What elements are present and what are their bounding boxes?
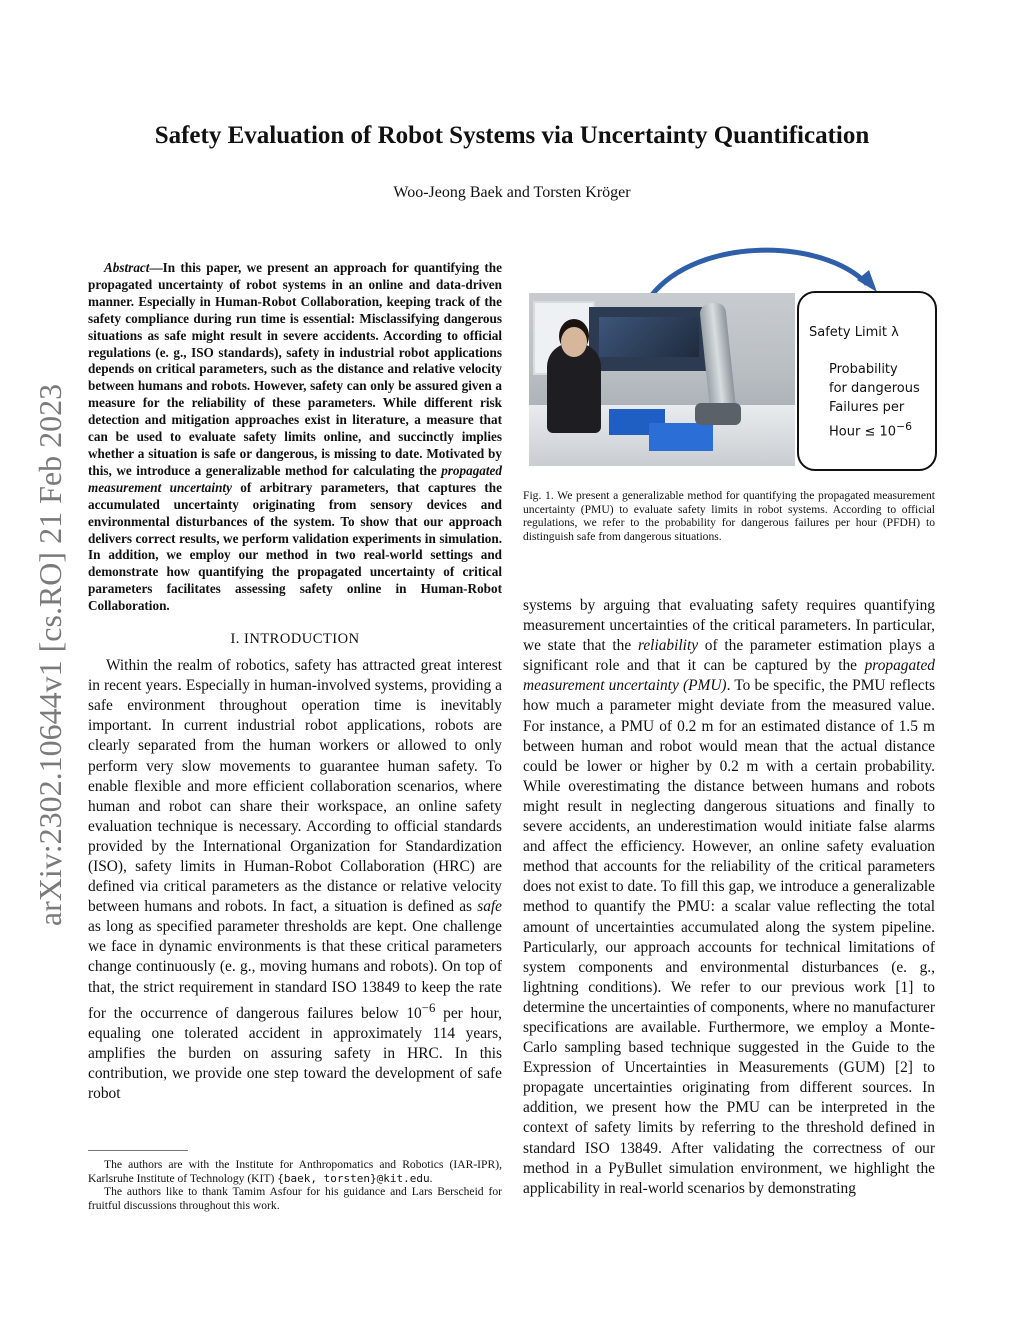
right-math-1: 0.2 m	[677, 717, 714, 735]
right-text-e: between human and robot would mean that the actual distance could be lower or higher by	[523, 737, 935, 775]
arxiv-stamp: arXiv:2302.10644v1 [cs.RO] 21 Feb 2023	[32, 383, 68, 927]
right-text-a: systems by arguing that evaluating safety requires quantifying measurement uncertainties of the critical parameters. In particular, we state that the	[523, 597, 935, 655]
right-text-d: for an estimated distance of	[713, 717, 899, 735]
right-column	[523, 596, 935, 1199]
section-heading-introduction: I. INTRODUCTION	[230, 631, 360, 648]
abstract-italic: propagated measurement uncertainty	[88, 462, 502, 495]
intro-text-1: Within the realm of robotics, safety has attracted great interest in recent years. Especially in human-involved systems, providing a safe environment throughout operation time is inevitably important. In current industrial robot applications, robots are clearly separated from the human workers or allowed to only perform very slow movements to guarantee human safety. To enable flexible and more efficient collaboration scenarios, where human and robot can share their workspace, an online safety evaluation technique is necessary. According to official standards provided by the International Organization for Standardization (ISO), safety limits in Human-Robot Collaboration (HRC) are defined via critical parameters as the distance or relative velocity between humans and robots. In fact, a situation is defined as	[88, 657, 502, 916]
right-reliability: reliability	[637, 637, 699, 655]
probability-line-3: Failures per	[829, 400, 905, 415]
abstract-lead: Abstract	[104, 260, 150, 275]
intro-text-2: as long as specified parameter thresholds are kept. One challenge we face in dynamic environments is that these critical parameters change continuously (e. g., moving humans and robots). On top of that, the strict requirement in standard ISO 13849 to keep the rate for the occurrence of dangerous failures below	[88, 918, 502, 1022]
arrow-head	[857, 270, 877, 292]
paper-title: Safety Evaluation of Robot Systems via Uncertainty Quantification	[154, 122, 870, 149]
intro-math-base: 10	[406, 1004, 422, 1022]
abstract	[88, 260, 502, 615]
right-text-b: of the parameter estimation plays a significant role and that it can be captured by the	[523, 637, 935, 675]
probability-line-4	[829, 417, 920, 441]
intro-math-exponent: −6	[421, 1000, 436, 1015]
abstract-text-1: In this paper, we present an approach for quantifying the propagated uncertainty of robot systems in an online and data-driven manner. Especially in Human-Robot Collaboration, keeping track of the safety compliance during run time is essential: Misclassifying dangerous situations as safe might result in severe accidents. According to official regulations (e. g., ISO standards), safety in industrial robot applications depends on critical parameters, such as the distance and relative velocity between humans and robots. However, safety can only be assured given a measure for the reliability of these parameters. While different risk detection and mitigation approaches exist in literature, a measure that can be used to evaluate safety limits online, and succinctly implies whether a situation is safe or dangerous, is missing to date. Motivated by this, we introduce a generalizable method for calculating the	[88, 260, 502, 478]
probability-line-1: Probability	[829, 362, 898, 377]
probability-exponent: −6	[896, 420, 912, 433]
left-column	[88, 260, 502, 1104]
right-text-f: with a certain probability. While overestimating the distance between humans and robots might result in neglecting dangerous situations and finally to severe accidents, an underestimation would initiate false alarms and affect the efficiency. However, an online safety evaluation method that accounts for the reliability of the critical parameters does not exist to date. To fill this gap, we introduce a generalizable method to quantify the PMU: a scalar value reflecting the total amount of uncertainties accumulated along the system pipeline. Particularly, our approach accounts for technical limitations of system components and environmental disturbances (e. g., lightning conditions). We refer to our previous work [1] to determine the uncertainties of components, where no manufacturer specifications are available. Furthermore, we employ a Monte-Carlo sampling based technique suggested in the Guide to the Expression of Uncertainties in Measurements (GUM) [2] to propagate uncertainties originating from different sources. In addition, we present how the PMU can be interpreted in the context of safety limits by referring to the threshold defined in standard ISO 13849. After validating the correctness of our method in a PyBullet simulation environment, we highlight the applicability in real-world scenarios by demonstrating	[523, 757, 935, 1197]
footnote-divider	[88, 1150, 188, 1151]
probability-line-2: for dangerous	[829, 381, 920, 396]
intro-text-3: per hour, equaling one tolerated accident in approximately 114 years, amplifies the burden on assuring safety in HRC. In this contribution, we provide one step toward the development of safe robot	[88, 1004, 502, 1103]
lab-photo	[529, 293, 795, 466]
paper-authors: Woo-Jeong Baek and Torsten Kröger	[393, 184, 631, 201]
right-text-c: . To be specific, the PMU reflects how much a parameter might deviate from the measured value. For instance, a PMU of	[523, 677, 935, 735]
intro-paragraph	[88, 656, 502, 1104]
right-paragraph	[523, 596, 935, 1199]
photo-person-head	[561, 327, 587, 357]
right-pmu: propagated measurement uncertainty (PMU)	[523, 657, 935, 695]
abstract-dash: —	[149, 260, 163, 275]
probability-hour-text: Hour ≤ 10	[829, 424, 897, 440]
right-math-2: 1.5 m	[898, 717, 935, 735]
intro-safe-italic: safe	[477, 898, 502, 916]
footnote-acknowledgement: The authors like to thank Tamim Asfour for his guidance and Lars Berscheid for fruitful discussions throughout this work.	[88, 1185, 502, 1212]
figure-caption: Fig. 1. We present a generalizable method for quantifying the propagated measurement uncertainty (PMU) to evaluate safety limits in robot systems. According to official regulations, we refer to the probability for dangerous failures per hour (PFDH) to distinguish safe from dangerous situations.	[523, 489, 935, 543]
figure-1	[523, 240, 943, 480]
safety-limit-title: Safety Limit λ	[809, 325, 899, 340]
arrow-curve	[651, 250, 867, 296]
safety-limit-box	[797, 291, 937, 471]
footnote-period: .	[429, 1171, 433, 1185]
footnote-affiliation	[88, 1158, 502, 1185]
right-math-3: 0.2 m	[719, 757, 759, 775]
photo-monitor	[589, 307, 709, 371]
footnotes	[88, 1158, 502, 1212]
abstract-text-2: of arbitrary parameters, that captures the accumulated uncertainty originating from sensory devices and environmental disturbances of the system. To show that our approach delivers correct results, we perform validation experiments in simulation. In addition, we employ our method in two real-world settings and demonstrate how quantifying the propagated uncertainty of critical parameters facilitates assessing safety online in Human-Robot Collaboration.	[88, 479, 502, 614]
photo-robot-base	[695, 403, 741, 425]
photo-blue-bin-2	[649, 423, 713, 451]
probability-text	[829, 360, 920, 441]
footnote-email: {baek, torsten}@kit.edu	[277, 1171, 430, 1185]
footnote-affiliation-text: The authors are with the Institute for Anthropomatics and Robotics (IAR-IPR), Karlsruhe Institute of Technology (KIT)	[88, 1158, 502, 1185]
